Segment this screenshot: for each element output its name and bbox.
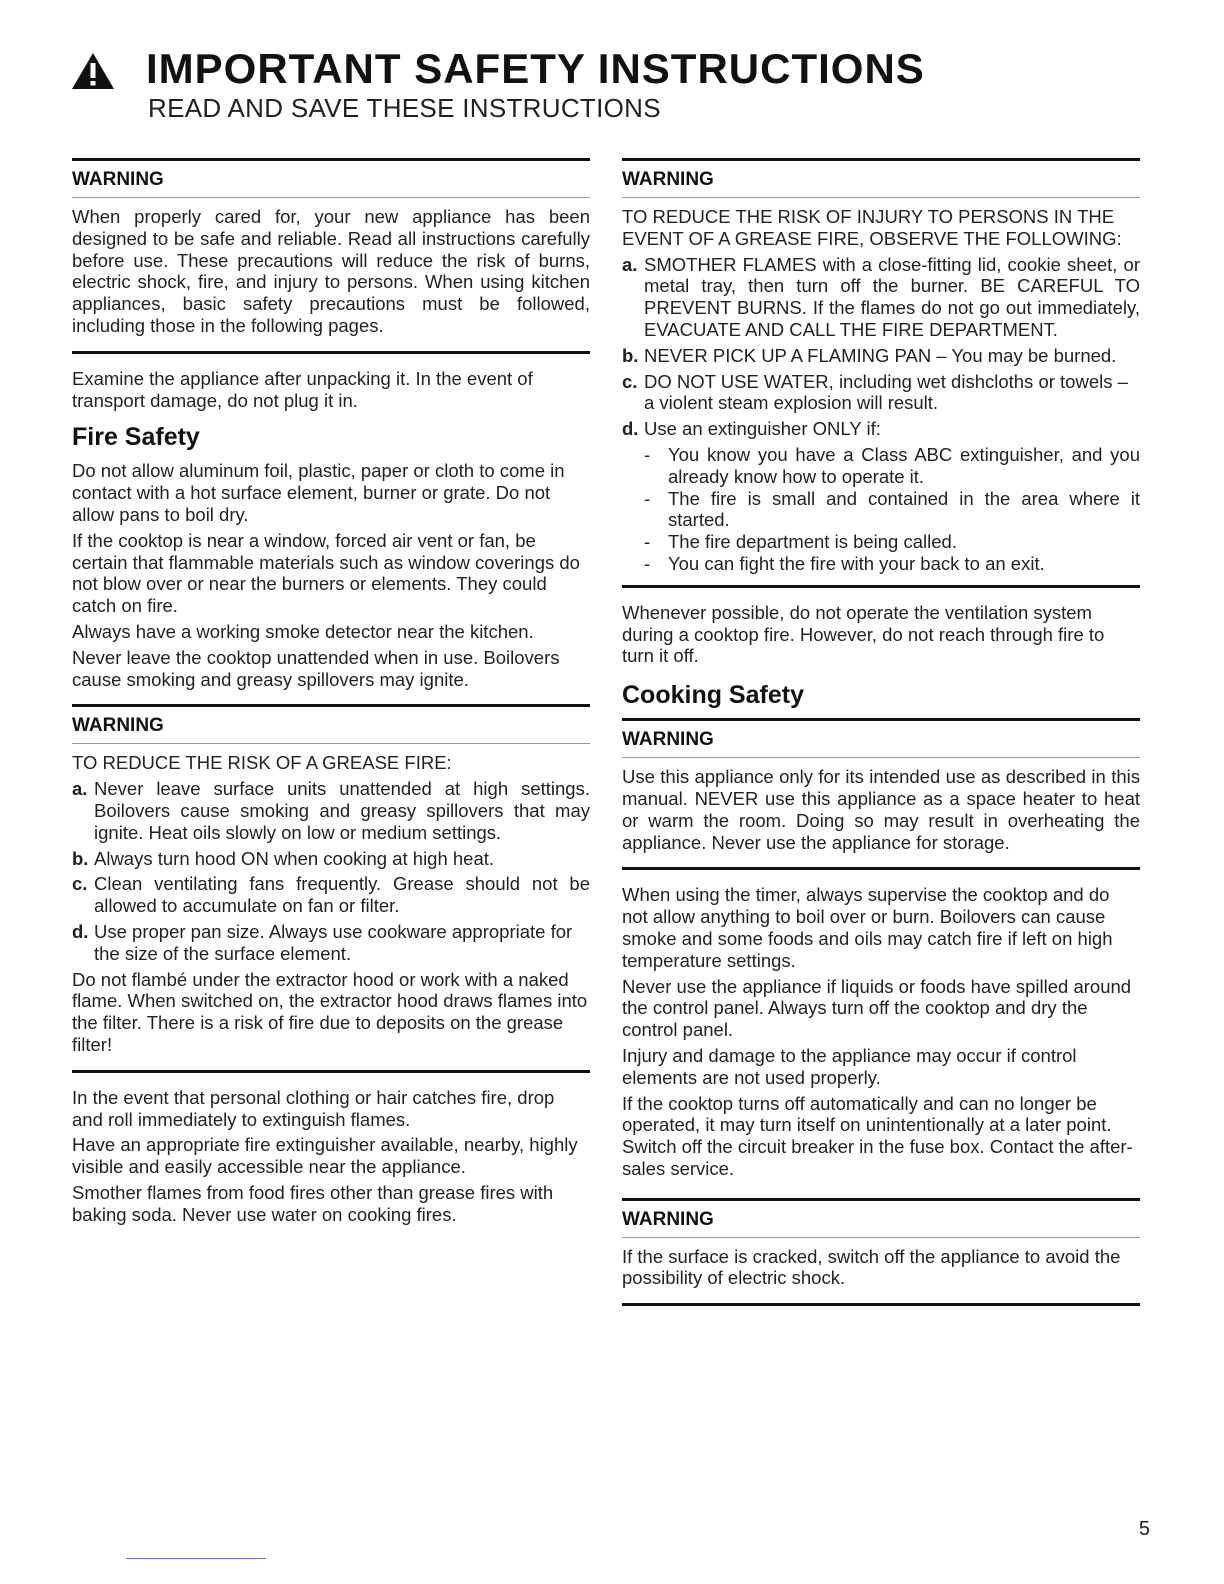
list-item: b. Always turn hood ON when cooking at high heat. xyxy=(72,847,495,869)
list-item: d. Use an extinguisher ONLY if: xyxy=(622,418,881,440)
grease-fire-list xyxy=(72,778,590,964)
examine-text: Examine the appliance after unpacking it. In the event of transport damage, do not plug it in. xyxy=(72,367,533,411)
warning-box-injury xyxy=(622,158,1140,588)
fire-safety-paragraph: Never leave the cooktop unattended when in use. Boilovers cause smoking and greasy spillovers may ignite. xyxy=(72,646,560,690)
cooking-paragraph: When using the timer, always supervise the cooktop and do not allow anything to boil over or burn. Boilovers can cause smoke and some foods and oils may catch fire if left on high temperature settings. xyxy=(622,884,1113,971)
ventilation-section xyxy=(622,588,1140,667)
warning-heading: WARNING xyxy=(72,161,590,198)
warning-box-cracked-surface xyxy=(622,1198,1140,1307)
title-row xyxy=(70,46,1160,92)
list-item: a. SMOTHER FLAMES with a close-fitting lid, cookie sheet, or metal tray, then turn off the burner. BE CAREFUL TO PREVENT BURNS. If the flames do not go out immediately, EVACUATE AND CALL THE FIRE DEPARTMENT. xyxy=(622,253,1140,340)
warning-intro: TO REDUCE THE RISK OF A GREASE FIRE: xyxy=(72,752,452,774)
injury-list xyxy=(622,254,1140,440)
footer-divider xyxy=(126,1558,266,1559)
warning-heading: WARNING xyxy=(72,707,590,744)
cooking-paragraph: Never use the appliance if liquids or foods have spilled around the control panel. Always turn off the cooktop and dry the control panel. xyxy=(622,975,1132,1041)
list-item: c. DO NOT USE WATER, including wet dishcloths or towels – a violent steam explosion will result. xyxy=(622,370,1128,414)
page-title: IMPORTANT SAFETY INSTRUCTIONS xyxy=(146,45,925,92)
warning-triangle-icon xyxy=(70,51,116,91)
cooking-paragraph: If the cooktop turns off automatically and can no longer be operated, it may turn itself on unintentionally at a later point. Switch off the circuit breaker in the fuse box. Contact the after-sales service. xyxy=(622,1092,1133,1179)
cooking-safety-section xyxy=(622,870,1140,1179)
list-item: - You can fight the fire with your back to an exit. xyxy=(644,552,1045,574)
list-item: - The fire department is being called. xyxy=(644,531,957,553)
fire-safety-paragraph: If the cooktop is near a window, forced air vent or fan, be certain that flammable materials such as window coverings do not blow over or near the burners or elements. They could catch on fire. xyxy=(72,529,580,617)
list-item: a. Never leave surface units unattended at high settings. Boilovers cause smoking and greasy spillovers that may ignite. Heat oils slowly on low or medium settings. xyxy=(72,778,590,843)
fire-safety-paragraph: Always have a working smoke detector near the kitchen. xyxy=(72,620,534,642)
cooking-paragraph: Injury and damage to the appliance may occur if control elements are not used properly. xyxy=(622,1044,1077,1088)
section-heading-cooking-safety: Cooking Safety xyxy=(622,681,804,710)
safety-paragraph: Have an appropriate fire extinguisher available, nearby, highly visible and easily accessible near the appliance. xyxy=(72,1134,578,1178)
examine-section xyxy=(72,354,590,412)
page-header xyxy=(70,46,1160,124)
warning-heading: WARNING xyxy=(622,1201,1140,1238)
fire-safety-paragraph: Do not allow aluminum foil, plastic, paper or cloth to come in contact with a hot surface element, burner or grate. Do not allow pans to boil dry. xyxy=(72,460,565,525)
warning-intro: TO REDUCE THE RISK OF INJURY TO PERSONS IN THE EVENT OF A GREASE FIRE, OBSERVE THE FOLLOWING: xyxy=(622,206,1122,249)
list-item: d. Use proper pan size. Always use cookware appropriate for the size of the surface element. xyxy=(72,920,573,964)
warning-heading: WARNING xyxy=(622,721,1140,758)
extinguisher-conditions-list xyxy=(622,444,1140,575)
warning-closing: Do not flambé under the extractor hood or work with a naked flame. When switched on, the extractor hood draws flames into the filter. There is a risk of fire due to deposits on the grease filter! xyxy=(72,968,588,1055)
list-item: - The fire is small and contained in the area where it started. xyxy=(644,487,1140,531)
clothing-fire-section xyxy=(72,1073,590,1226)
section-heading-fire-safety: Fire Safety xyxy=(72,423,200,452)
warning-text: Use this appliance only for its intended use as described in this manual. NEVER use this appliance as a space heater to heat or warm the room. Doing so may result in overheating the appliance. Never use the appliance for storage. xyxy=(622,766,1140,853)
right-column xyxy=(622,158,1140,1306)
list-item: - You know you have a Class ABC extinguisher, and you already know how to operate it. xyxy=(644,443,1140,487)
list-item: c. Clean ventilating fans frequently. Grease should not be allowed to accumulate on fan or filter. xyxy=(72,873,590,917)
warning-box-general xyxy=(72,158,590,354)
safety-paragraph: Smother flames from food fires other than grease fires with baking soda. Never use water on cooking fires. xyxy=(72,1181,554,1225)
warning-heading: WARNING xyxy=(622,161,1140,198)
ventilation-text: Whenever possible, do not operate the ventilation system during a cooktop fire. However, do not reach through fire to turn it off. xyxy=(622,601,1105,667)
safety-paragraph: In the event that personal clothing or hair catches fire, drop and roll immediately to extinguish flames. xyxy=(72,1086,555,1130)
left-column xyxy=(72,158,590,1229)
warning-text: When properly cared for, your new appliance has been designed to be safe and reliable. Read all instructions carefully before use. These precautions will reduce the risk of burns, electric shock, fire, and injury to persons. When using kitchen appliances, basic safety precautions must be followed, including those in the following pages. xyxy=(72,206,590,336)
warning-box-grease-fire xyxy=(72,704,590,1072)
page-number: 5 xyxy=(1138,1518,1150,1540)
warning-text: If the surface is cracked, switch off the appliance to avoid the possibility of electric shock. xyxy=(622,1245,1121,1289)
page-subtitle: READ AND SAVE THESE INSTRUCTIONS xyxy=(148,93,661,123)
list-item: b. NEVER PICK UP A FLAMING PAN – You may be burned. xyxy=(622,344,1117,366)
warning-box-intended-use xyxy=(622,718,1140,870)
